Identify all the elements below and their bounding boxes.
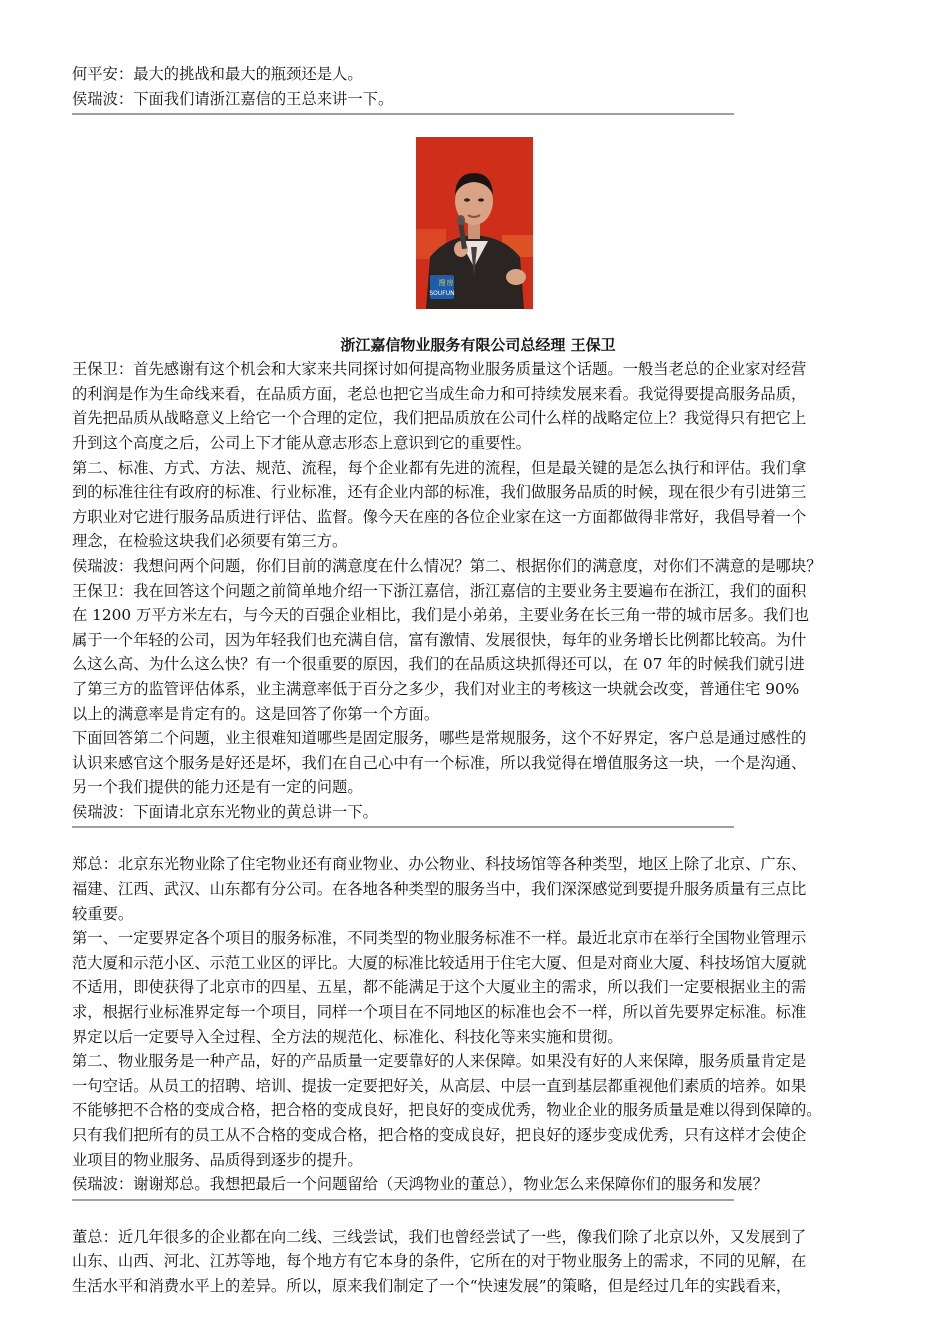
text-line: 理念，在检验这块我们必须要有第三方。 <box>72 532 348 551</box>
document-page <box>72 62 884 1299</box>
text-line: 王保卫：我在回答这个问题之前简单地介绍一下浙江嘉信，浙江嘉信的主要业务主要遍布在浙江，我们的面积 <box>72 581 807 600</box>
text-line: 升到这个高度之后，公司上下才能从意志形态上意识到它的重要性。 <box>72 433 531 452</box>
text-line: 下面回答第二个问题，业主很难知道哪些是固定服务，哪些是常规服务，这个不好界定，客户总是通过感性的 <box>72 729 807 748</box>
logo-text: 搜 <box>438 279 446 288</box>
text-line: 侯瑞波：下面请北京东光物业的黄总讲一下。 <box>72 802 378 821</box>
text-line: 界定以后一定要导入全过程、全方法的规范化、标准化、科技化等来实施和贯彻。 <box>72 1027 623 1046</box>
speaker-photo-image <box>416 137 533 309</box>
speaker-photo <box>416 137 533 309</box>
section-dong <box>72 1225 884 1299</box>
text-line: 以上的满意率是肯定有的。这是回答了你第一个方面。 <box>72 704 440 723</box>
divider <box>72 113 734 115</box>
text-line: 侯瑞波：谢谢郑总。我想把最后一个问题留给（天鸿物业的董总），物业怎么来保障你们的服务和发展？ <box>72 1175 769 1194</box>
text-line: 较重要。 <box>72 904 134 923</box>
text-line: 的利润是作为生命线来看，在品质方面，老总也把它当成生命力和可持续发展来看。我觉得要提高服务品质， <box>72 384 807 403</box>
text-line: 在 1200 万平方米左右，与今天的百强企业相比，我们是小弟弟，主要业务在长三角一带的城市居多。我们也 <box>72 606 810 625</box>
text-line: 业项目的物业服务、品质得到逐步的提升。 <box>72 1150 363 1169</box>
text-line: 第二、物业服务是一种产品，好的产品质量一定要靠好的人来保障。如果没有好的人来保障，服务质量肯定是 <box>72 1052 807 1071</box>
intro-block <box>72 62 884 111</box>
text-line: 求，根据行业标准界定每一个项目，同样一个项目在不同地区的标准也会不一样，所以首先要界定标准。标准 <box>72 1003 807 1022</box>
text-line: 不能够把不合格的变成合格，把合格的变成良好，把良好的变成优秀，物业企业的服务质量是难以得到保障的。 <box>72 1101 822 1120</box>
text-line: 生活水平和消费水平上的差异。所以，原来我们制定了一个“快速发展”的策略，但是经过几年的实践看来， <box>72 1276 792 1295</box>
text-line: 方职业对它进行服务品质进行评估、监督。像今天在座的各位企业家在这一方面都做得非常好，我倡导着一个 <box>72 507 807 526</box>
text-line: 郑总：北京东光物业除了住宅物业还有商业物业、办公物业、科技场馆等各种类型，地区上除了北京、广东、 <box>72 855 807 874</box>
text-line: 只有我们把所有的员工从不合格的变成合格，把合格的变成良好，把良好的逐步变成优秀，只有这样才会使企 <box>72 1126 807 1144</box>
text-line: 福建、江西、武汉、山东都有分公司。在各地各种类型的服务当中，我们深深感觉到要提升服务质量有三点比 <box>72 880 807 899</box>
intro-line: 侯瑞波：下面我们请浙江嘉信的王总来讲一下。 <box>72 89 394 108</box>
photo-block <box>72 137 884 333</box>
text-line: 范大厦和示范小区、示范工业区的评比。大厦的标准比较适用于住宅大厦、但是对商业大厦、科技场馆大厦就 <box>72 953 807 972</box>
logo-text: SOUFUN <box>429 290 455 298</box>
text-line: 到的标准往往有政府的标准、行业标准，还有企业内部的标准，我们做服务品质的时候，现在很少有引进第三 <box>72 483 807 502</box>
text-line: 首先把品质从战略意义上给它一个合理的定位，我们把品质放在公司什么样的战略定位上？我觉得只有把它上 <box>72 409 807 428</box>
text-line: 认识来感官这个服务是好还是坏，我们在自己心中有一个标准，所以我觉得在增值服务这一块，一个是沟通、 <box>72 753 807 772</box>
text-line: 王保卫：首先感谢有这个机会和大家来共同探讨如何提高物业服务质量这个话题。一般当老总的企业家对经营 <box>72 360 807 379</box>
text-line: 么这么高、为什么这么快？有一个很重要的原因，我们的在品质这块抓得还可以，在 07 年的时候我们就引进 <box>72 655 805 674</box>
divider <box>72 826 734 828</box>
photo-caption: 浙江嘉信物业服务有限公司总经理 王保卫 <box>340 336 616 355</box>
text-line: 另一个我们提供的能力还是有一定的问题。 <box>72 778 363 797</box>
section-zheng <box>72 852 884 1196</box>
section-wang <box>72 357 884 824</box>
text-line: 第二、标准、方式、方法、规范、流程，每个企业都有先进的流程，但是最关键的是怎么执行和评估。我们拿 <box>72 458 807 477</box>
text-line: 侯瑞波：我想问两个问题，你们目前的满意度在什么情况？第二、根据你们的满意度，对你们不满意的是哪块？ <box>72 556 822 575</box>
text-line: 了第三方的监管评估体系，业主满意率低于百分之多少，我们对业主的考核这一块就会改变，普通住宅 90% <box>72 679 800 698</box>
text-line: 不适用，即使获得了北京市的四星、五星，都不能满足于这个大厦业主的需求，所以我们一定要根据业主的需 <box>72 978 807 997</box>
text-line: 一句空话。从员工的招聘、培训、提拔一定要把好关，从高层、中层一直到基层都重视他们素质的培养。如果 <box>72 1076 807 1095</box>
divider <box>72 1199 734 1201</box>
logo-text: 房 <box>446 279 454 288</box>
intro-line: 何平安：最大的挑战和最大的瓶颈还是人。 <box>72 65 363 83</box>
text-line: 山东、山西、河北、江苏等地，每个地方有它本身的条件，它所在的对于物业服务上的需求，不同的见解，在 <box>72 1252 807 1271</box>
text-line: 董总：近几年很多的企业都在向二线、三线尝试，我们也曾经尝试了一些，像我们除了北京以外，又发展到了 <box>72 1227 807 1246</box>
text-line: 属于一个年轻的公司，因为年轻我们也充满自信，富有激情、发展很快，每年的业务增长比例都比较高。为什 <box>72 630 807 649</box>
text-line: 第一、一定要界定各个项目的服务标准，不同类型的物业服务标准不一样。最近北京市在举行全国物业管理示 <box>72 929 807 948</box>
